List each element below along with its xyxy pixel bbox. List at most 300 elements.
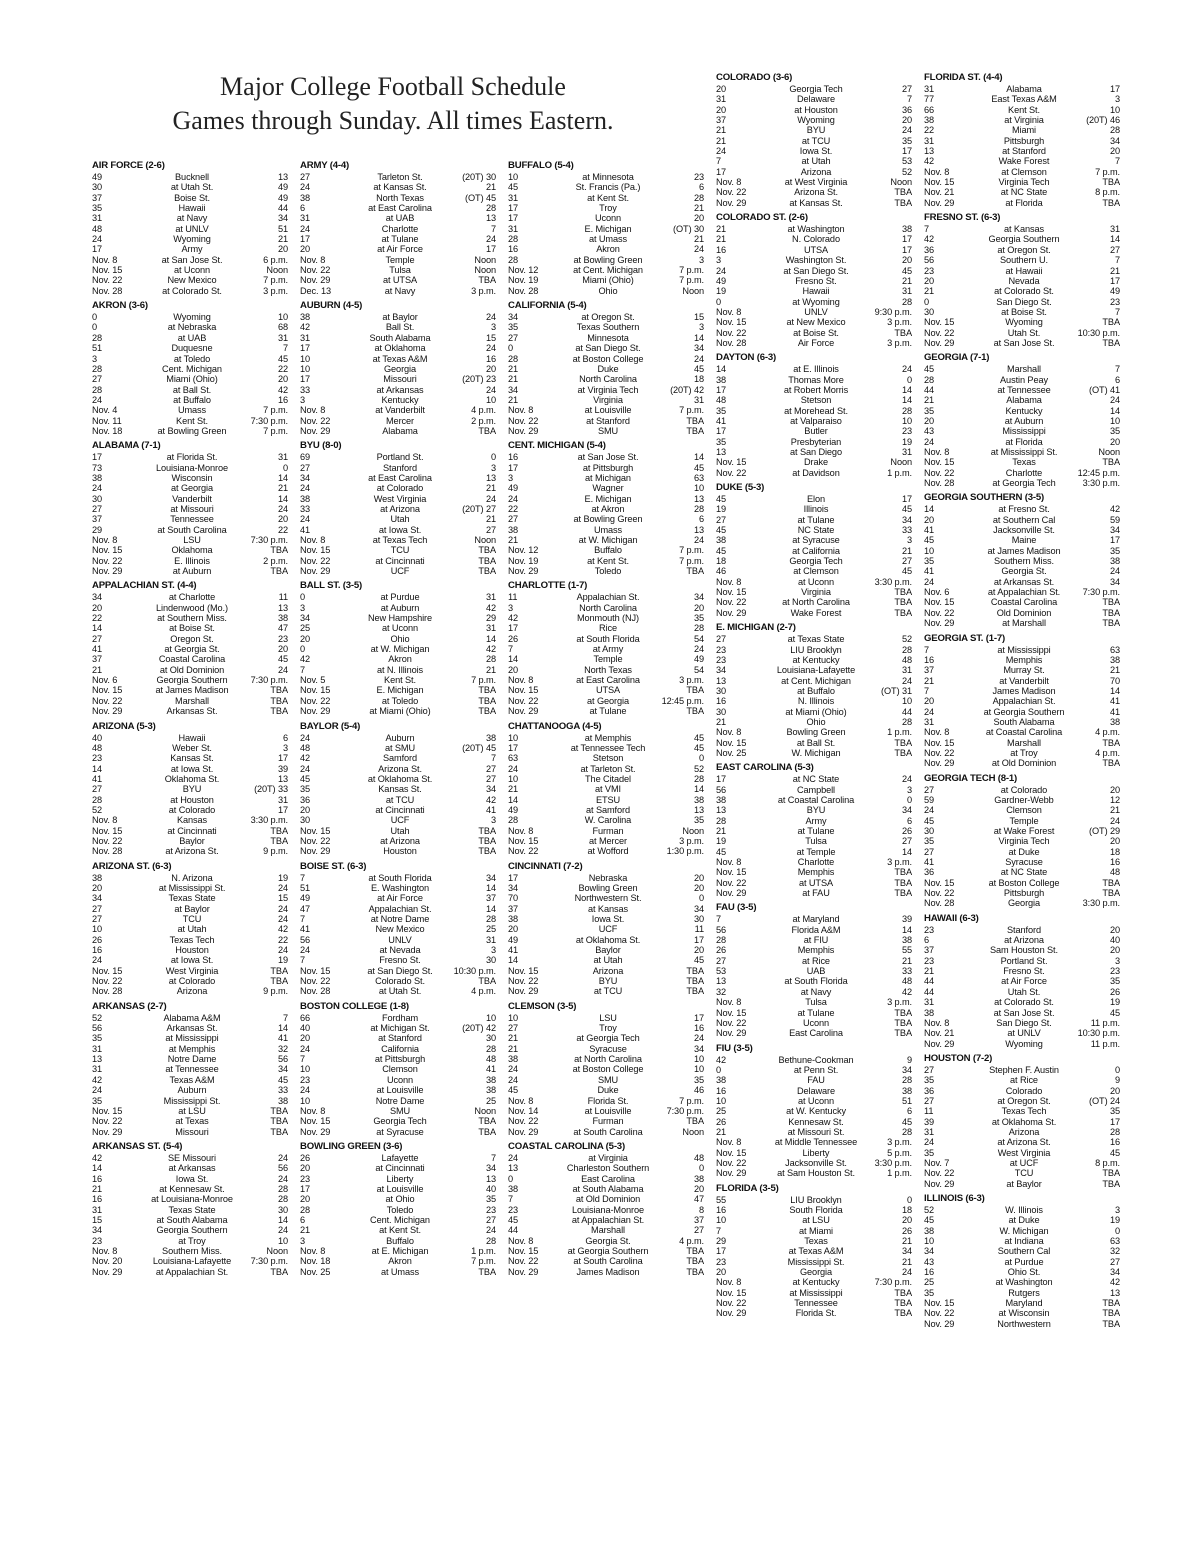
game-row — [92, 354, 288, 364]
score-or-date: 27 — [92, 374, 103, 385]
result-or-time: 3:30 p.m. — [874, 576, 912, 587]
opponent: at Southern Cal — [992, 514, 1056, 525]
game-row — [300, 1023, 496, 1033]
game-row — [508, 1174, 704, 1184]
opponent: at Iowa St. — [378, 524, 422, 535]
game-row — [716, 566, 912, 576]
game-row — [92, 504, 288, 514]
score-or-date: Nov. 29 — [300, 425, 331, 436]
result-or-time: 21 — [901, 1256, 912, 1267]
result-or-time: TBA — [1102, 337, 1120, 348]
score-or-date: 27 — [508, 332, 519, 343]
game-row — [716, 286, 912, 296]
game-row — [300, 753, 496, 763]
result-or-time: 45 — [1109, 1007, 1120, 1018]
result-or-time: 34 — [693, 1043, 704, 1054]
game-row — [924, 1018, 1120, 1028]
result-or-time: 7 p.m. — [263, 275, 288, 286]
score-or-date: Nov. 15 — [924, 317, 955, 328]
game-row — [92, 1246, 288, 1256]
result-or-time: 34 — [901, 1246, 912, 1257]
game-row — [92, 286, 288, 296]
game-row — [300, 483, 496, 493]
score-or-date: 31 — [924, 997, 935, 1008]
opponent: at NC State — [1000, 187, 1048, 198]
result-or-time: 9:30 p.m. — [874, 306, 912, 317]
score-or-date: 16 — [716, 244, 727, 255]
game-row — [300, 696, 496, 706]
score-or-date: 21 — [716, 234, 727, 245]
opponent: Kentucky — [381, 394, 419, 405]
result-or-time: Noon — [890, 457, 912, 468]
score-or-date: Nov. 8 — [924, 1017, 950, 1028]
opponent: at West Virginia — [784, 177, 848, 188]
team-heading: HAWAII (6-3) — [924, 912, 979, 924]
game-row — [300, 364, 496, 374]
score-or-date: 31 — [92, 1043, 103, 1054]
game-row — [92, 924, 288, 934]
result-or-time: 38 — [901, 1085, 912, 1096]
result-or-time: 27 — [1109, 1256, 1120, 1267]
result-or-time: TBA — [894, 1308, 912, 1319]
game-row — [92, 623, 288, 633]
game-row — [300, 634, 496, 644]
score-or-date: 31 — [92, 213, 103, 224]
game-row — [924, 156, 1120, 166]
score-or-date: 16 — [508, 452, 519, 463]
result-or-time: (20T) 42 — [670, 384, 704, 395]
result-or-time: TBA — [478, 825, 496, 836]
result-or-time: 3 p.m. — [679, 835, 704, 846]
game-row — [924, 1158, 1120, 1168]
result-or-time: 3 — [1114, 1205, 1120, 1215]
opponent: Uconn — [802, 1017, 830, 1028]
game-row — [300, 193, 496, 203]
result-or-time: Noon — [1098, 447, 1120, 457]
opponent: at James Madison — [155, 685, 229, 696]
opponent: at Cincinnati — [167, 825, 217, 836]
game-row — [300, 535, 496, 545]
result-or-time: 9 — [1114, 1075, 1120, 1086]
score-or-date: 27 — [300, 462, 311, 473]
score-or-date: 17 — [508, 203, 519, 214]
team-block — [924, 633, 1120, 769]
opponent: at Florida — [1005, 436, 1043, 447]
result-or-time: 3 — [906, 784, 912, 795]
opponent: Southern Miss. — [162, 1245, 222, 1256]
result-or-time: 34 — [485, 784, 496, 795]
opponent: at Boston College — [572, 353, 644, 364]
result-or-time: 52 — [901, 166, 912, 177]
score-or-date: 17 — [300, 374, 311, 385]
opponent: UTSA — [803, 244, 829, 255]
game-row — [300, 1085, 496, 1095]
score-or-date: Nov. 15 — [716, 1287, 747, 1298]
score-or-date: Nov. 22 — [716, 1157, 747, 1168]
score-or-date: 38 — [716, 535, 727, 546]
game-row — [924, 1179, 1120, 1189]
opponent: Syracuse — [1005, 857, 1043, 868]
game-row — [716, 847, 912, 857]
opponent: at Cincinnati — [375, 1163, 425, 1174]
result-or-time: TBA — [1102, 1308, 1120, 1319]
game-row — [924, 618, 1120, 628]
result-or-time: Noon — [266, 1245, 288, 1256]
team-heading: FLORIDA ST. (4-4) — [924, 72, 1003, 83]
opponent: at Boston College — [988, 877, 1060, 888]
game-row — [300, 784, 496, 794]
result-or-time: 17 — [901, 244, 912, 255]
result-or-time: TBA — [270, 706, 288, 717]
opponent: at San Jose St. — [993, 337, 1055, 348]
opponent: Fresno St. — [379, 955, 421, 966]
result-or-time: 23 — [693, 172, 704, 182]
game-row — [92, 592, 288, 602]
opponent: at Auburn — [172, 566, 212, 577]
game-row — [300, 1013, 496, 1023]
opponent: Alabama A&M — [163, 1012, 221, 1023]
score-or-date: 36 — [924, 244, 935, 255]
opponent: at Pittsburgh — [374, 1054, 426, 1065]
opponent: at Tulane — [797, 514, 835, 525]
team-block — [300, 861, 496, 997]
opponent: Troy — [599, 1023, 617, 1034]
opponent: at UNLV — [1007, 1028, 1041, 1039]
team-heading: EAST CAROLINA (5-3) — [716, 762, 814, 774]
game-row — [924, 608, 1120, 618]
score-or-date: Nov. 8 — [716, 576, 742, 587]
game-row — [924, 738, 1120, 748]
opponent: Texas Tech — [1001, 1106, 1047, 1117]
score-or-date: Nov. 8 — [92, 815, 118, 826]
score-or-date: 20 — [716, 104, 727, 115]
game-row — [92, 405, 288, 415]
opponent: Georgia Tech — [373, 1116, 427, 1127]
game-row — [716, 1075, 912, 1085]
game-row — [924, 925, 1120, 935]
team-heading: CALIFORNIA (5-4) — [508, 300, 587, 312]
result-or-time: 52 — [693, 763, 704, 774]
game-row — [716, 774, 912, 784]
score-or-date: Nov. 29 — [716, 888, 747, 899]
game-row — [508, 234, 704, 244]
result-or-time: 14 — [901, 924, 912, 935]
result-or-time: 51 — [901, 1095, 912, 1106]
score-or-date: 17 — [716, 1246, 727, 1257]
opponent: Marshall — [591, 1225, 625, 1236]
score-or-date: Nov. 8 — [92, 535, 118, 545]
opponent: at Pittsburgh — [582, 462, 634, 473]
game-row — [924, 1308, 1120, 1318]
result-or-time: 49 — [1109, 286, 1120, 297]
score-or-date: 37 — [508, 903, 519, 914]
opponent: at Michigan St. — [370, 1023, 430, 1034]
score-or-date: 10 — [300, 353, 311, 364]
game-row — [924, 898, 1120, 908]
score-or-date: 0 — [300, 644, 306, 655]
result-or-time: 56 — [277, 1163, 288, 1174]
game-row — [508, 883, 704, 893]
game-row — [300, 873, 496, 883]
opponent: N. Colorado — [792, 234, 840, 245]
game-row — [300, 255, 496, 265]
game-row — [92, 312, 288, 322]
result-or-time: 34 — [693, 343, 704, 354]
game-row — [924, 577, 1120, 587]
result-or-time: 7 — [1114, 306, 1120, 317]
score-or-date: 13 — [924, 146, 935, 157]
score-or-date: Nov. 8 — [92, 254, 118, 265]
opponent: at Umass — [380, 1266, 419, 1277]
opponent: Rice — [599, 623, 617, 634]
score-or-date: 23 — [924, 924, 935, 935]
result-or-time: 3 p.m. — [679, 675, 704, 686]
score-or-date: 37 — [92, 654, 103, 665]
result-or-time: 7:30 p.m. — [250, 1256, 288, 1267]
opponent: at Louisville — [376, 1183, 424, 1194]
result-or-time: TBA — [686, 1266, 704, 1277]
team-block — [300, 721, 496, 857]
score-or-date: Nov. 29 — [924, 1178, 955, 1189]
result-or-time: 24 — [901, 774, 912, 785]
game-row — [92, 1116, 288, 1126]
score-or-date: 6 — [300, 203, 306, 214]
game-row — [92, 603, 288, 613]
game-row — [508, 483, 704, 493]
game-row — [508, 904, 704, 914]
score-or-date: 34 — [508, 882, 519, 893]
opponent: at Troy — [1010, 747, 1038, 758]
game-row — [924, 105, 1120, 115]
score-or-date: 51 — [92, 343, 103, 354]
result-or-time: 10:30 p.m. — [453, 965, 496, 976]
opponent: Old Dominion — [996, 607, 1052, 618]
result-or-time: TBA — [894, 587, 912, 598]
result-or-time: TBA — [270, 965, 288, 976]
result-or-time: TBA — [478, 1126, 496, 1137]
opponent: Marshall — [1007, 364, 1041, 375]
result-or-time: TBA — [686, 685, 704, 696]
opponent: W. Michigan — [791, 747, 841, 758]
score-or-date: Nov. 8 — [716, 1277, 742, 1288]
opponent: Akron — [388, 654, 412, 665]
game-row — [924, 406, 1120, 416]
opponent: at Mississippi St. — [990, 447, 1058, 457]
game-row — [716, 317, 912, 327]
game-row — [924, 136, 1120, 146]
result-or-time: 13 — [485, 472, 496, 483]
game-row — [508, 696, 704, 706]
opponent: Rutgers — [1008, 1287, 1040, 1298]
game-row — [300, 275, 496, 285]
score-or-date: 38 — [300, 312, 311, 323]
score-or-date: Nov. 15 — [300, 1116, 331, 1127]
score-or-date: Nov. 15 — [924, 737, 955, 748]
game-row — [92, 1267, 288, 1277]
opponent: Temple — [385, 254, 415, 265]
opponent: UNLV — [388, 934, 412, 945]
game-row — [716, 146, 912, 156]
result-or-time: 21 — [901, 545, 912, 556]
result-or-time: 29 — [485, 613, 496, 624]
result-or-time: 14 — [277, 1023, 288, 1034]
game-row — [716, 1086, 912, 1096]
score-or-date: 14 — [92, 623, 103, 634]
score-or-date: Nov. 29 — [508, 1126, 539, 1137]
opponent: Troy — [599, 203, 617, 214]
result-or-time: 20 — [1109, 924, 1120, 935]
game-row — [716, 655, 912, 665]
score-or-date: 24 — [300, 763, 311, 774]
opponent: at Buffalo — [173, 394, 211, 405]
opponent: Army — [181, 244, 203, 255]
opponent: at Umass — [588, 234, 627, 245]
schedule-column-3 — [508, 160, 704, 1281]
game-row — [924, 1298, 1120, 1308]
result-or-time: 3 p.m. — [887, 317, 912, 328]
score-or-date: 26 — [92, 934, 103, 945]
result-or-time: 15 — [693, 312, 704, 323]
result-or-time: 48 — [485, 1054, 496, 1065]
result-or-time: 24 — [485, 234, 496, 245]
game-row — [508, 312, 704, 322]
game-row — [508, 1085, 704, 1095]
score-or-date: 24 — [508, 763, 519, 774]
game-row — [924, 276, 1120, 286]
opponent: at Washington — [787, 224, 845, 235]
score-or-date: 21 — [716, 125, 727, 136]
opponent: UAB — [806, 966, 826, 977]
opponent: Georgia — [1008, 898, 1040, 909]
game-row — [508, 764, 704, 774]
opponent: at Baylor — [174, 903, 210, 914]
score-or-date: 24 — [924, 805, 935, 816]
score-or-date: 29 — [716, 1236, 727, 1247]
opponent: New Hampshire — [367, 613, 433, 624]
game-row — [924, 878, 1120, 888]
score-or-date: 20 — [300, 1033, 311, 1044]
score-or-date: Nov. 22 — [92, 835, 123, 846]
game-row — [508, 566, 704, 576]
result-or-time: 21 — [901, 275, 912, 286]
score-or-date: 23 — [300, 1173, 311, 1184]
opponent: UCF — [390, 815, 410, 826]
score-or-date: 17 — [508, 213, 519, 224]
opponent: Boise St. — [174, 192, 210, 203]
score-or-date: 38 — [716, 794, 727, 805]
opponent: Alabama — [1006, 395, 1042, 406]
opponent: Houston — [175, 945, 209, 956]
opponent: Portland St. — [1000, 955, 1048, 966]
game-row — [508, 1225, 704, 1235]
opponent: at Utah St. — [378, 986, 422, 997]
opponent: South Alabama — [993, 716, 1055, 727]
opponent: at TCU — [593, 986, 623, 997]
opponent: at Texas A&M — [372, 353, 428, 364]
result-or-time: 21 — [1109, 805, 1120, 816]
opponent: at Rice — [1010, 1075, 1038, 1086]
opponent: at Kansas St. — [373, 182, 427, 193]
schedule-column-5 — [924, 72, 1120, 1333]
result-or-time: 4 p.m. — [471, 405, 496, 416]
score-or-date: 16 — [716, 1085, 727, 1096]
result-or-time: 41 — [485, 804, 496, 815]
score-or-date: 27 — [924, 784, 935, 795]
game-row — [924, 437, 1120, 447]
score-or-date: 42 — [300, 322, 311, 333]
result-or-time: 4 p.m. — [679, 1235, 704, 1246]
game-row — [716, 1065, 912, 1075]
opponent: at San Diego St. — [367, 965, 433, 976]
opponent: at Mississippi — [165, 1033, 219, 1044]
opponent: at Cincinnati — [375, 555, 425, 566]
result-or-time: 34 — [277, 213, 288, 224]
result-or-time: 24 — [277, 1225, 288, 1236]
opponent: Pittsburgh — [1003, 888, 1045, 899]
result-or-time: TBA — [478, 555, 496, 566]
game-row — [92, 275, 288, 285]
score-or-date: 21 — [924, 286, 935, 297]
game-row — [300, 265, 496, 275]
game-row — [508, 385, 704, 395]
score-or-date: 7 — [300, 955, 306, 966]
score-or-date: 21 — [508, 535, 519, 545]
opponent: LIU Brooklyn — [790, 644, 842, 655]
score-or-date: 14 — [716, 364, 727, 375]
game-row — [508, 1064, 704, 1074]
opponent: SMU — [389, 1105, 411, 1116]
opponent: at Coastal Carolina — [985, 727, 1063, 738]
result-or-time: 21 — [693, 203, 704, 214]
game-row — [716, 826, 912, 836]
score-or-date: Nov. 15 — [508, 835, 539, 846]
game-row — [300, 976, 496, 986]
opponent: at Kansas — [588, 903, 628, 914]
score-or-date: Nov. 28 — [92, 986, 123, 997]
score-or-date: 31 — [92, 1064, 103, 1075]
result-or-time: 30 — [485, 1033, 496, 1044]
opponent: at Mississippi St. — [158, 882, 226, 893]
result-or-time: 7 — [490, 1152, 496, 1163]
game-row — [300, 172, 496, 182]
result-or-time: 6 — [698, 182, 704, 193]
result-or-time: TBA — [894, 877, 912, 888]
result-or-time: 38 — [1109, 716, 1120, 727]
result-or-time: 23 — [901, 426, 912, 437]
result-or-time: 10 — [901, 415, 912, 426]
opponent: at FIU — [803, 935, 829, 946]
score-or-date: Nov. 29 — [924, 758, 955, 769]
result-or-time: 45 — [693, 955, 704, 966]
game-row — [92, 613, 288, 623]
game-row — [92, 976, 288, 986]
result-or-time: 48 — [901, 976, 912, 987]
game-row — [92, 1023, 288, 1033]
opponent: at Florida St. — [166, 452, 218, 463]
result-or-time: 3 — [490, 815, 496, 826]
game-row — [924, 426, 1120, 436]
opponent: Clemson — [382, 1064, 418, 1075]
score-or-date: 24 — [300, 514, 311, 525]
game-row — [300, 566, 496, 576]
score-or-date: 19 — [716, 836, 727, 847]
score-or-date: 20 — [92, 882, 103, 893]
game-row — [300, 1153, 496, 1163]
result-or-time: 22 — [277, 363, 288, 374]
game-row — [92, 1075, 288, 1085]
result-or-time: 7 — [1114, 364, 1120, 375]
result-or-time: 8 p.m. — [1095, 187, 1120, 198]
